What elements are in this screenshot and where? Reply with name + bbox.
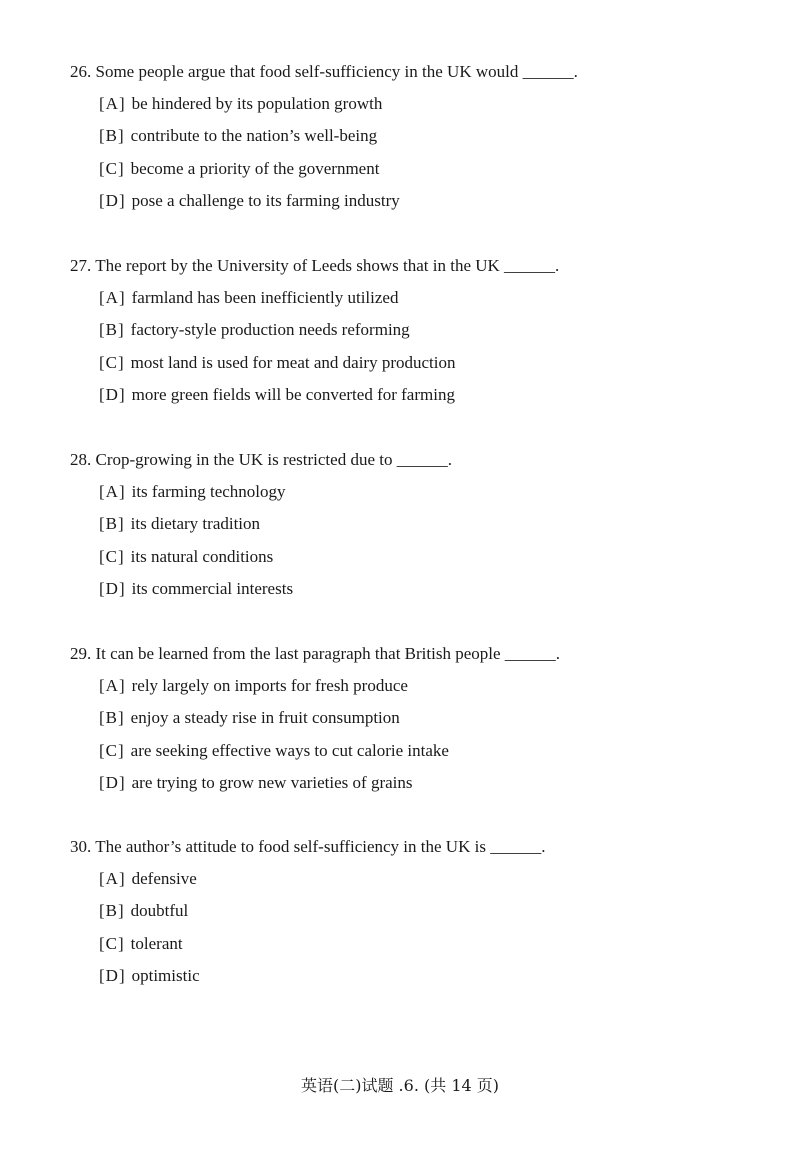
question-stem: 29. It can be learned from the last paragraph that British people ______. <box>70 644 561 663</box>
option-text: rely largely on imports for fresh produce <box>131 676 408 695</box>
option-d <box>99 385 750 405</box>
option-list <box>70 288 750 405</box>
option-letter: [B] <box>99 320 125 340</box>
option-letter: [A] <box>99 676 126 695</box>
option-a <box>99 482 750 502</box>
option-letter: [D] <box>99 384 126 404</box>
option-letter: [C] <box>99 933 125 953</box>
question-27 <box>70 256 750 417</box>
option-a <box>99 676 750 696</box>
page-footer: 英语(二)试题 .6. (共 14 页) <box>300 1076 500 1095</box>
option-a <box>99 288 750 308</box>
option-letter: [B] <box>99 126 125 146</box>
option-letter: [A] <box>99 288 126 307</box>
option-text: be hindered by its population growth <box>131 94 383 113</box>
option-text: farmland has been inefficiently utilized <box>131 288 399 307</box>
option-text: become a priority of the government <box>130 158 380 178</box>
option-letter: [A] <box>99 869 126 888</box>
question-stem: 30. The author’s attitude to food self-sufficiency in the UK is ______. <box>70 837 546 856</box>
option-text: its natural conditions <box>130 546 274 566</box>
option-text: doubtful <box>130 901 189 921</box>
option-text: pose a challenge to its farming industry <box>131 190 400 210</box>
option-letter: [D] <box>99 772 126 792</box>
option-a <box>99 94 750 114</box>
option-text: contribute to the nation’s well-being <box>130 126 378 146</box>
option-c <box>99 547 750 567</box>
option-text: more green fields will be converted for farming <box>131 384 455 404</box>
option-text: are trying to grow new varieties of grains <box>131 772 413 792</box>
option-list <box>70 482 750 599</box>
question-stem: 26. Some people argue that food self-sufficiency in the UK would ______. <box>70 62 578 81</box>
option-d <box>99 191 750 211</box>
option-text: enjoy a steady rise in fruit consumption <box>130 708 400 728</box>
option-letter: [D] <box>99 965 126 985</box>
option-text: optimistic <box>131 965 200 985</box>
option-text: tolerant <box>130 933 183 953</box>
option-d <box>99 966 750 986</box>
option-b <box>99 126 750 146</box>
option-text: its commercial interests <box>131 578 294 598</box>
question-stem: 27. The report by the University of Leeds shows that in the UK ______. <box>70 256 560 275</box>
question-26 <box>70 62 750 223</box>
option-text: its farming technology <box>131 482 286 501</box>
question-29 <box>70 644 750 805</box>
option-b <box>99 514 750 534</box>
option-c <box>99 741 750 761</box>
option-letter: [A] <box>99 94 126 113</box>
option-d <box>99 773 750 793</box>
option-letter: [C] <box>99 740 125 760</box>
question-stem: 28. Crop-growing in the UK is restricted due to ______. <box>70 450 452 469</box>
option-c <box>99 934 750 954</box>
option-text: factory-style production needs reforming <box>130 320 410 340</box>
option-b <box>99 708 750 728</box>
question-30 <box>70 837 750 998</box>
option-letter: [B] <box>99 708 125 728</box>
option-list <box>70 676 750 793</box>
option-letter: [D] <box>99 190 126 210</box>
option-d <box>99 579 750 599</box>
option-b <box>99 320 750 340</box>
option-list <box>70 94 750 211</box>
option-b <box>99 901 750 921</box>
option-letter: [A] <box>99 482 126 501</box>
option-letter: [C] <box>99 546 125 566</box>
option-text: are seeking effective ways to cut calorie intake <box>130 740 449 760</box>
option-letter: [C] <box>99 158 125 178</box>
option-list <box>70 869 750 986</box>
option-c <box>99 159 750 179</box>
option-text: its dietary tradition <box>130 514 261 534</box>
option-letter: [C] <box>99 352 125 372</box>
option-text: most land is used for meat and dairy production <box>130 352 456 372</box>
option-letter: [B] <box>99 514 125 534</box>
option-letter: [B] <box>99 901 125 921</box>
question-28 <box>70 450 750 611</box>
option-a <box>99 869 750 889</box>
option-text: defensive <box>131 869 197 888</box>
option-c <box>99 353 750 373</box>
option-letter: [D] <box>99 578 126 598</box>
